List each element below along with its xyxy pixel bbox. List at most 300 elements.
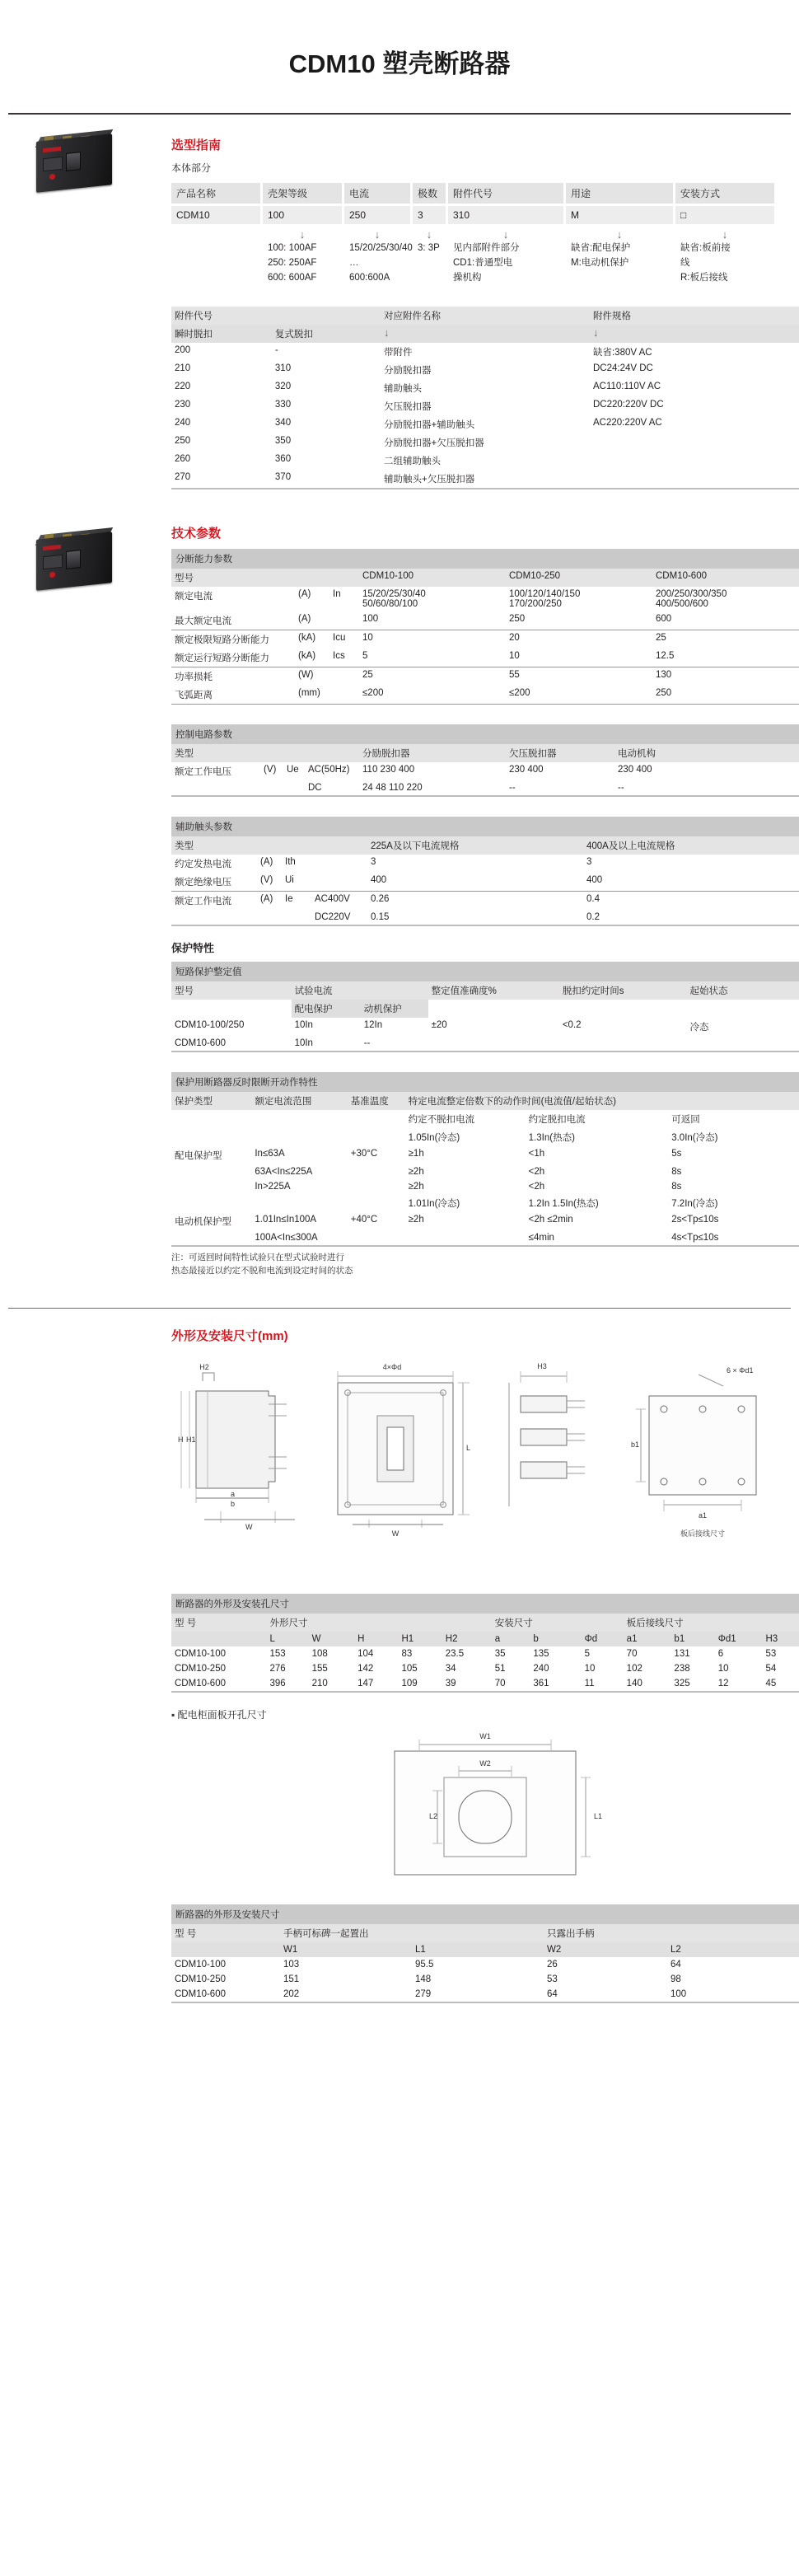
body-part-header-1: 壳架等级 [263, 183, 342, 204]
aux-h-400: 400A及以上电流规格 [583, 836, 799, 855]
it-b-0: <1h [528, 1149, 545, 1159]
it-type-1 [171, 1164, 251, 1179]
body-part-arrow-0 [171, 227, 260, 240]
control-h-uv: 欠压脱扣器 [506, 744, 614, 762]
it-h-times: 特定电流整定倍数下的动作时间(电流值/起始状态) [405, 1092, 799, 1110]
pan-cell-2-4: 100 [671, 1988, 687, 1999]
control-circuit-table [171, 724, 799, 797]
it-a-2: ≥2h [408, 1182, 424, 1192]
control-h-type: 类型 [171, 744, 359, 762]
out-cell-2-4: 109 [401, 1678, 418, 1688]
accessory-sub-3: ↓ [590, 325, 799, 343]
control-c1-1: 24 48 110 220 [362, 783, 423, 794]
out-cell-1-7: 240 [533, 1663, 549, 1674]
accessory-row [171, 452, 799, 470]
svg-text:H3: H3 [537, 1361, 547, 1370]
it-c-4: 2s<Tp≤10s [671, 1215, 719, 1225]
out-cell-2-7: 361 [533, 1678, 549, 1688]
svg-text:a: a [231, 1489, 236, 1498]
pan-cell-1-4: 98 [671, 1974, 681, 1984]
front-view-drawing [320, 1358, 476, 1564]
aux-c1-3: 0.15 [371, 912, 390, 923]
accessory-code-table [171, 307, 799, 489]
accessory-cell-1-2: 分励脱扣器 [383, 366, 432, 377]
it-h3-1: 1.3In(热态) [528, 1133, 575, 1144]
breaking-name-1: 最大额定电流 [175, 616, 231, 627]
inverse-time-row [171, 1179, 799, 1194]
pan-cell-1-1: 151 [283, 1974, 300, 1984]
protection-heading: 保护特性 [171, 942, 215, 955]
it-c-1: 8s [671, 1167, 682, 1178]
pan-sub-3: W2 [544, 1942, 667, 1957]
body-part-header-5: 用途 [566, 183, 673, 204]
body-part-value-5: M [566, 206, 673, 224]
accessory-cell-2-0: 220 [175, 382, 191, 392]
svg-text:L2: L2 [429, 1811, 438, 1820]
it-a-4: ≥2h [408, 1215, 424, 1225]
accessory-cell-6-1: 360 [274, 454, 292, 465]
svg-text:a1: a1 [698, 1510, 708, 1520]
short-circuit-band: 短路保护整定值 [171, 962, 799, 981]
aux-unit-1: (V) [260, 875, 273, 886]
breaking-h-250: CDM10-250 [506, 569, 652, 587]
short-circuit-sub-header [171, 1000, 799, 1018]
breaking-band: 分断能力参数 [171, 549, 799, 569]
breaking-name-4: 功率损耗 [175, 672, 213, 683]
pan-sub-4: L2 [667, 1942, 799, 1957]
body-part-detail-4: 见内部附件部分 CD1:普通型电 操机构 [453, 243, 520, 283]
sc-h-acc: 整定值准确度% [428, 981, 559, 1000]
control-h-shunt: 分励脱扣器 [359, 744, 506, 762]
it-type-4: 电动机保护型 [175, 1217, 231, 1228]
aux-c1-0: 3 [371, 857, 376, 868]
dimension-drawings [171, 1351, 799, 1590]
out-cell-1-12: 54 [765, 1663, 777, 1674]
control-name-0: 额定工作电压 [175, 767, 231, 778]
inverse-time-row [171, 1230, 799, 1246]
breaking-sym-0: In [333, 589, 341, 600]
accessory-cell-5-1: 350 [274, 436, 292, 447]
svg-text:b: b [231, 1499, 236, 1508]
svg-text:H1: H1 [186, 1435, 196, 1444]
accessory-cell-5-2: 分励脱扣器+欠压脱扣器 [383, 438, 484, 449]
aux-name-2: 额定工作电流 [175, 897, 231, 907]
short-circuit-row [171, 1018, 799, 1036]
aux-kind-3: DC220V [315, 912, 351, 923]
breaking-unit-5: (mm) [298, 688, 320, 699]
body-part-table [171, 183, 799, 287]
svg-text:W: W [391, 1529, 400, 1538]
breaking-row [171, 686, 799, 705]
it-range-5: 100A<In≤300A [255, 1233, 318, 1244]
svg-text:W1: W1 [479, 1731, 491, 1740]
breaking-c2-2: 20 [509, 633, 520, 644]
pan-cell-2-2: 279 [415, 1988, 432, 1999]
panel-band: 断路器的外形及安装尺寸 [171, 1904, 799, 1924]
outline-row [171, 1646, 799, 1661]
breaking-h-model: 型号 [171, 569, 359, 587]
svg-text:6 × Φd1: 6 × Φd1 [727, 1365, 754, 1375]
breaking-sym-5 [329, 686, 359, 705]
out-cell-0-12: 53 [765, 1648, 777, 1659]
out-cell-0-6: 35 [494, 1648, 506, 1659]
body-part-arrow-1: ↓ [299, 228, 306, 241]
it-temp-2 [348, 1179, 405, 1194]
body-part-arrow-4: ↓ [502, 228, 509, 241]
accessory-cell-0-0: 200 [175, 345, 191, 356]
sc-cell-0-2: 12In [363, 1020, 383, 1031]
aux-name-3 [171, 910, 257, 925]
selection-subheading: 本体部分 [171, 162, 212, 174]
it-blank-1 [171, 1110, 251, 1128]
accessory-cell-0-2: 带附件 [383, 348, 413, 358]
it-c-3: 7.2In(冷态) [671, 1199, 718, 1210]
it-b-1: <2h [528, 1167, 545, 1178]
page-title: CDM10 塑壳断路器 [288, 49, 511, 78]
it-c-5: 4s<Tp≤10s [671, 1233, 719, 1244]
accessory-group-code: 附件代号 [171, 307, 381, 325]
accessory-cell-4-0: 240 [175, 418, 191, 429]
accessory-group-name: 对应附件名称 [381, 307, 590, 325]
breaking-sym-4 [329, 667, 359, 686]
accessory-sub-header [171, 325, 799, 343]
pan-g-with-handle: 手柄可标碑一起置出 [280, 1924, 544, 1942]
out-cell-2-2: 210 [311, 1678, 328, 1688]
accessory-group-spec: 附件规格 [590, 307, 799, 325]
breaking-row [171, 611, 799, 630]
body-part-detail-row [171, 240, 799, 287]
sc-cell-1-0: CDM10-600 [175, 1038, 226, 1049]
body-part-value-4: 310 [448, 206, 563, 224]
tech-heading: 技术参数 [171, 527, 222, 541]
breaking-c1-0: 15/20/25/30/40 50/60/80/100 [362, 589, 426, 610]
it-h3-2: 3.0In(冷态) [671, 1133, 718, 1144]
accessory-cell-1-3: DC24:24V DC [592, 363, 653, 374]
control-name-1 [171, 780, 260, 796]
sc-cell-1-4 [559, 1036, 687, 1051]
short-circuit-row [171, 1036, 799, 1051]
breaking-c3-2: 25 [656, 633, 666, 644]
out-cell-1-8: 10 [584, 1663, 596, 1674]
body-part-arrow-row [171, 227, 799, 240]
pan-cell-0-0: CDM10-100 [175, 1959, 226, 1969]
breaking-c3-3: 12.5 [656, 651, 675, 662]
aux-kind-0 [311, 855, 367, 873]
aux-row [171, 873, 799, 892]
sc-cell-1-5 [686, 1036, 799, 1051]
out-cell-2-6: 70 [494, 1678, 506, 1688]
it-a-3: 1.01In(冷态) [408, 1199, 460, 1210]
accessory-cell-6-3 [590, 452, 799, 470]
pan-cell-2-0: CDM10-600 [175, 1988, 226, 1999]
control-h-motor: 电动机构 [614, 744, 799, 762]
aux-unit-2: (A) [260, 894, 273, 905]
out-cell-0-7: 135 [533, 1648, 549, 1659]
breaking-header [171, 569, 799, 587]
out-cell-1-1: 276 [269, 1663, 286, 1674]
short-circuit-header [171, 981, 799, 1000]
it-h2-2: 可返回 [671, 1115, 700, 1126]
control-sym-0: Ue [287, 765, 299, 775]
out-sub-1: L [267, 1632, 309, 1646]
aux-band: 辅助触头参数 [171, 817, 799, 836]
sc-cell-0-5: 冷态 [689, 1023, 709, 1033]
pan-cell-1-3: 53 [547, 1974, 558, 1984]
accessory-cell-1-0: 210 [175, 363, 191, 374]
body-part-value-1: 100 [263, 206, 342, 224]
aux-contact-table [171, 817, 799, 926]
out-sub-9: a1 [624, 1632, 671, 1646]
it-a-5 [405, 1230, 526, 1246]
breaking-sym-3: Ics [333, 651, 345, 662]
selection-heading: 选型指南 [171, 138, 222, 152]
out-sub-2: W [309, 1632, 355, 1646]
accessory-cell-7-2: 辅助触头+欠压脱扣器 [383, 475, 475, 485]
out-cell-0-2: 108 [311, 1648, 328, 1659]
tech-params-section [0, 496, 799, 1285]
breaking-c3-5: 250 [656, 688, 672, 699]
accessory-cell-3-3: DC220:220V DC [592, 400, 664, 410]
svg-text:W2: W2 [479, 1759, 491, 1768]
sc-cell-0-0: CDM10-100/250 [175, 1020, 245, 1031]
breaking-unit-0: (A) [298, 589, 311, 600]
out-cell-0-1: 153 [269, 1648, 286, 1659]
accessory-row [171, 397, 799, 415]
it-range-2: In>225A [255, 1182, 291, 1192]
sc-cell-0-3: ±20 [431, 1020, 447, 1031]
inverse-time-header-3 [171, 1128, 799, 1146]
out-cell-1-11: 10 [717, 1663, 729, 1674]
out-cell-2-3: 147 [357, 1678, 374, 1688]
sc-sub-0 [171, 1000, 292, 1018]
accessory-cell-5-3 [590, 433, 799, 452]
out-cell-0-4: 83 [401, 1648, 413, 1659]
inverse-time-row [171, 1194, 799, 1212]
breaking-unit-3: (kA) [298, 651, 316, 662]
it-b-3: 1.2In 1.5In(热态) [528, 1199, 599, 1210]
it-h2-0: 约定不脱扣电流 [408, 1115, 475, 1126]
out-cell-1-9: 102 [626, 1663, 642, 1674]
out-cell-0-10: 131 [674, 1648, 690, 1659]
out-sub-3: H [354, 1632, 398, 1646]
control-kind-0: AC(50Hz) [308, 765, 350, 775]
aux-row [171, 855, 799, 873]
out-cell-2-9: 140 [626, 1678, 642, 1688]
it-a-1: ≥2h [408, 1167, 424, 1178]
svg-text:W: W [245, 1522, 253, 1531]
aux-c1-1: 400 [371, 875, 387, 886]
protection-note: 注：可返回时间特性试验只在型式试验时进行 热态最接近以约定不脱和电流到设定时间的状态 [171, 1253, 353, 1276]
accessory-row [171, 433, 799, 452]
aux-sym-1: Ui [285, 875, 294, 886]
outline-row [171, 1676, 799, 1692]
out-cell-1-10: 238 [674, 1663, 690, 1674]
it-blank-5 [251, 1128, 347, 1146]
accessory-cell-2-2: 辅助触头 [383, 384, 422, 395]
it-range-3 [251, 1194, 347, 1212]
pan-cell-0-2: 95.5 [415, 1959, 434, 1969]
pan-cell-0-1: 103 [283, 1959, 300, 1969]
pan-cell-1-0: CDM10-250 [175, 1974, 226, 1984]
breaking-row [171, 630, 799, 649]
inverse-time-row [171, 1212, 799, 1230]
breaking-c2-3: 10 [509, 651, 520, 662]
breaking-h-600: CDM10-600 [652, 569, 799, 587]
side-view-drawing [171, 1358, 311, 1564]
out-cell-2-11: 12 [717, 1678, 729, 1688]
it-type-3 [171, 1194, 251, 1212]
it-blank-3 [348, 1110, 405, 1128]
control-band: 控制电路参数 [171, 724, 799, 744]
body-part-detail-2: 15/20/25/30/40 … 600:600A [349, 243, 413, 283]
it-blank-6 [348, 1128, 405, 1146]
accessory-row [171, 470, 799, 489]
pan-sub-1: W1 [280, 1942, 412, 1957]
breaking-row [171, 587, 799, 611]
out-cell-2-0: CDM10-600 [175, 1678, 226, 1688]
out-sub-8: Φd [582, 1632, 624, 1646]
breaking-name-3: 额定运行短路分断能力 [175, 653, 269, 664]
body-part-detail-1: 100: 100AF 250: 250AF 600: 600AF [268, 243, 317, 283]
aux-row [171, 910, 799, 925]
control-row [171, 780, 799, 796]
it-type-2 [171, 1179, 251, 1194]
breaking-c3-0: 200/250/300/350 400/500/600 [656, 589, 727, 610]
panel-sub-header [171, 1942, 799, 1957]
out-cell-0-0: CDM10-100 [175, 1648, 226, 1659]
accessory-cell-3-0: 230 [175, 400, 191, 410]
accessory-cell-4-3: AC220:220V AC [592, 418, 662, 429]
control-c2-1: -- [509, 783, 516, 794]
sc-sub-2: 动机保护 [361, 1000, 428, 1018]
inverse-time-header-1 [171, 1092, 799, 1110]
out-cell-0-5: 23.5 [445, 1648, 465, 1659]
it-range-0: In≤63A [255, 1149, 285, 1159]
aux-c1-2: 0.26 [371, 894, 390, 905]
accessory-sub-1: 复式脱扣 [272, 325, 381, 343]
it-b-5: ≤4min [528, 1233, 554, 1244]
aux-sym-0: Ith [285, 857, 296, 868]
aux-name-0: 约定发热电流 [175, 859, 231, 870]
accessory-cell-7-3 [590, 470, 799, 489]
accessory-cell-5-0: 250 [175, 436, 191, 447]
out-cell-2-10: 325 [674, 1678, 690, 1688]
sc-h-time: 脱扣约定时间s [559, 981, 687, 1000]
breaking-name-0: 额定电流 [175, 592, 213, 602]
body-part-header-4: 附件代号 [448, 183, 563, 204]
aux-kind-2: AC400V [315, 894, 350, 905]
control-c1-0: 110 230 400 [362, 765, 415, 775]
svg-text:L: L [466, 1443, 471, 1452]
pan-cell-1-2: 148 [415, 1974, 432, 1984]
out-g-outline: 外形尺寸 [267, 1614, 492, 1632]
breaking-c1-5: ≤200 [362, 688, 384, 699]
accessory-cell-4-2: 分励脱扣器+辅助触头 [383, 420, 475, 431]
aux-c2-3: 0.2 [586, 912, 600, 923]
body-part-value-0: CDM10 [171, 206, 260, 224]
accessory-cell-1-1: 310 [274, 363, 292, 374]
out-cell-1-6: 51 [494, 1663, 506, 1674]
pan-cell-2-1: 202 [283, 1988, 300, 1999]
product-photo-1 [31, 131, 128, 194]
it-type-5 [171, 1230, 251, 1246]
it-h-range: 额定电流范围 [251, 1092, 347, 1110]
breaking-row [171, 667, 799, 686]
aux-name-1: 额定绝缘电压 [175, 878, 231, 888]
body-part-detail-3: 3: 3P [418, 243, 440, 253]
control-row [171, 762, 799, 780]
sc-cell-1-3 [428, 1036, 559, 1051]
breaking-c1-1: 100 [362, 614, 379, 625]
body-part-header-2: 电流 [344, 183, 410, 204]
accessory-sub-0: 瞬时脱扣 [171, 325, 272, 343]
breaking-row [171, 649, 799, 667]
it-h-temp: 基准温度 [348, 1092, 405, 1110]
breaking-c2-5: ≤200 [509, 688, 530, 699]
sc-sub-1: 配电保护 [292, 1000, 361, 1018]
pan-sub-0 [171, 1942, 280, 1957]
control-sym-1 [283, 780, 305, 796]
body-part-value-row [171, 206, 799, 224]
accessory-cell-2-3: AC110:110V AC [592, 382, 661, 392]
breaking-c1-4: 25 [362, 670, 373, 681]
accessory-cell-4-1: 340 [274, 418, 292, 429]
accessory-cell-2-1: 320 [274, 382, 292, 392]
outline-group-header [171, 1614, 799, 1632]
it-range-1: 63A<In≤225A [255, 1167, 313, 1178]
panel-row [171, 1972, 799, 1987]
product-photo-2 [31, 529, 128, 592]
body-part-value-3: 3 [413, 206, 446, 224]
it-a-0: ≥1h [408, 1149, 424, 1159]
breaking-name-5: 飞弧距离 [175, 691, 213, 701]
accessory-group-header [171, 307, 799, 325]
breaking-name-2: 额定极限短路分断能力 [175, 635, 269, 646]
breaking-capacity-table [171, 549, 799, 705]
terminal-view-drawing [493, 1358, 608, 1564]
svg-text:H: H [178, 1435, 184, 1444]
sc-cell-0-4: <0.2 [562, 1020, 582, 1031]
accessory-cell-0-1: - [274, 345, 278, 356]
inverse-time-band: 保护用断路器反时限断开动作特性 [171, 1072, 799, 1092]
it-blank-2 [251, 1110, 347, 1128]
aux-sym-3 [282, 910, 311, 925]
pan-g-model: 型 号 [171, 1924, 280, 1942]
outline-band: 断路器的外形及安装孔尺寸 [171, 1594, 799, 1614]
aux-unit-0: (A) [260, 857, 273, 868]
accessory-row [171, 415, 799, 433]
breaking-unit-4: (W) [298, 670, 314, 681]
breaking-c2-0: 100/120/140/150 170/200/250 [509, 589, 581, 610]
accessory-row [171, 343, 799, 361]
body-part-value-2: 250 [344, 206, 410, 224]
body-part-arrow-5: ↓ [616, 228, 623, 241]
breaking-sym-1 [329, 611, 359, 630]
out-sub-12: H3 [762, 1632, 799, 1646]
body-part-header-row [171, 183, 799, 204]
control-unit-0: (V) [264, 765, 277, 775]
out-cell-2-8: 11 [584, 1678, 595, 1688]
it-h-type: 保护类型 [171, 1092, 251, 1110]
control-c2-0: 230 400 [509, 765, 544, 775]
aux-h-type: 类型 [171, 836, 367, 855]
breaking-sym-2: Icu [333, 633, 346, 644]
out-cell-1-4: 105 [401, 1663, 418, 1674]
control-header [171, 744, 799, 762]
control-c3-1: -- [618, 783, 624, 794]
out-sub-0 [171, 1632, 267, 1646]
pan-sub-2: L1 [412, 1942, 544, 1957]
